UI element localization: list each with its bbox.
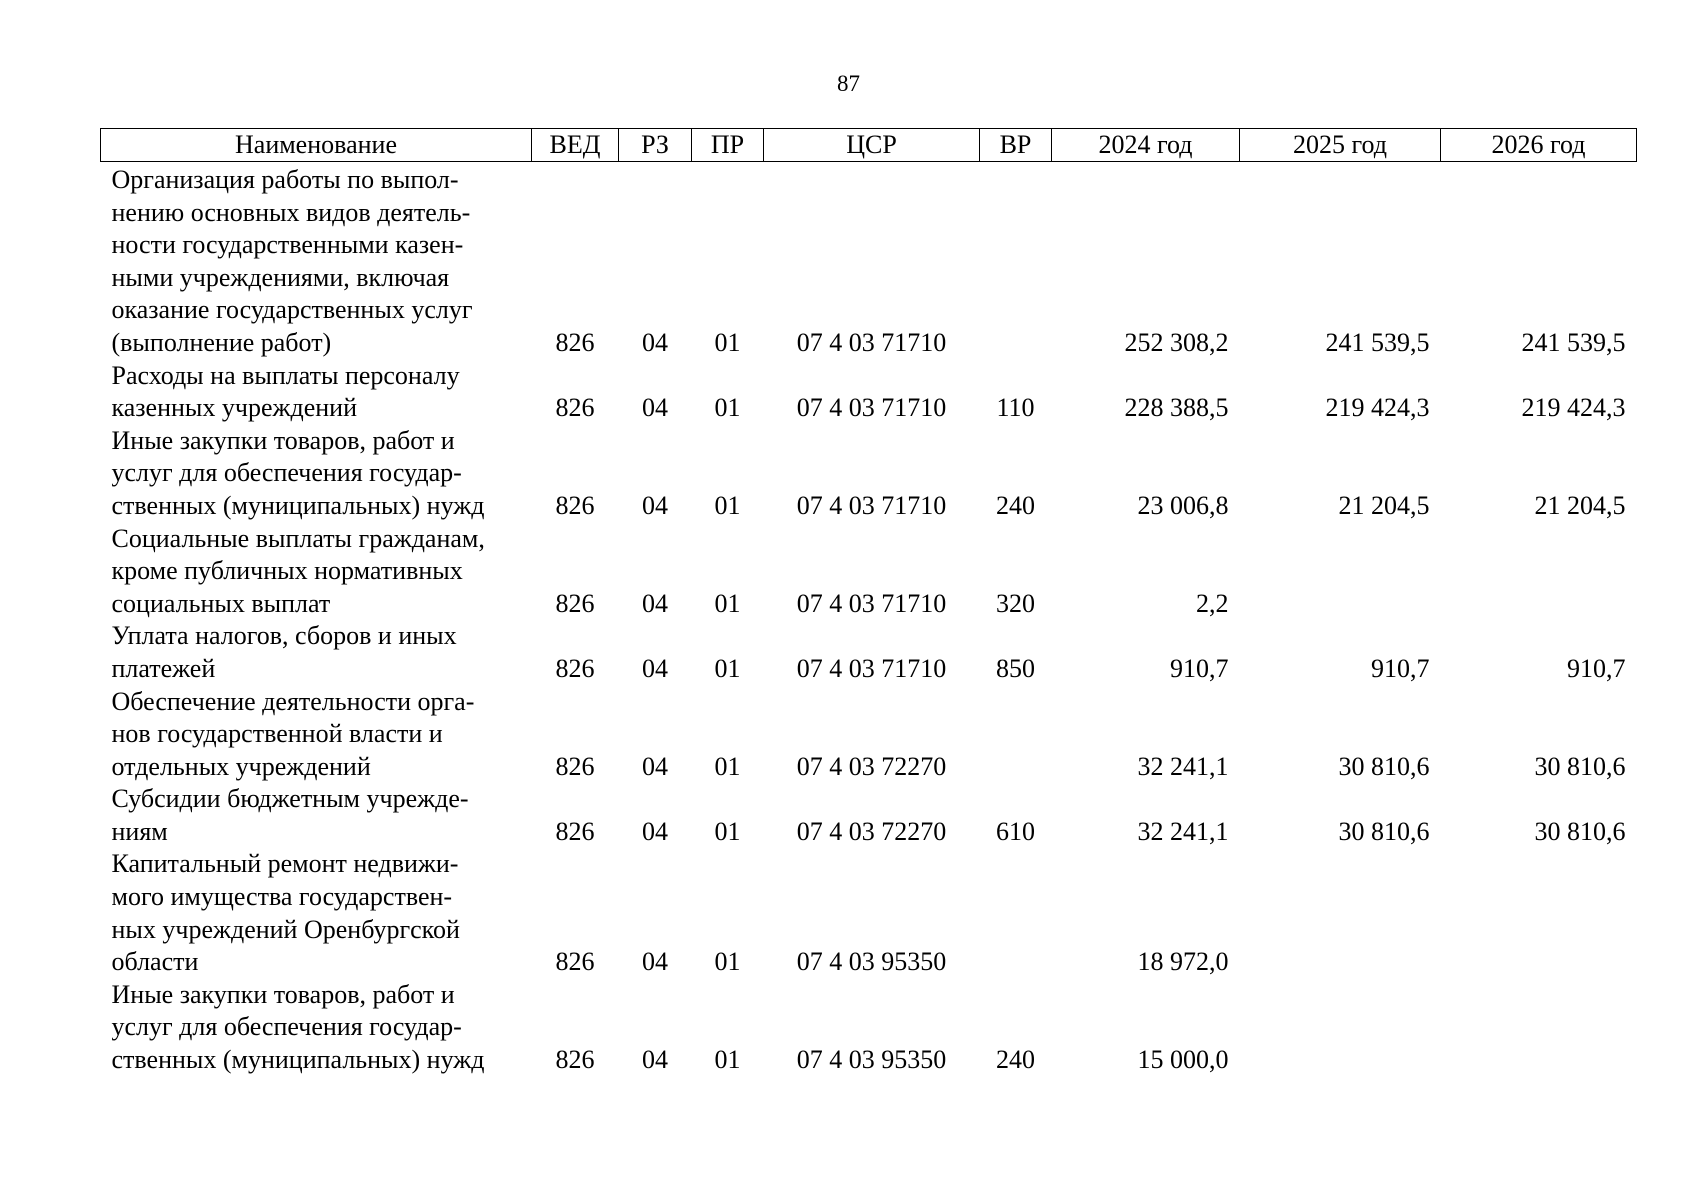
cell-ved: 826 — [555, 393, 595, 423]
cell-name: Капитальный ремонт недвижи- мого имущества государствен- ных учреждений Оренбургской области — [111, 849, 460, 977]
cell-pr: 01 — [714, 653, 741, 683]
cell-2025: 30 810,6 — [1338, 816, 1430, 846]
cell-2024: 18 972,0 — [1137, 947, 1229, 977]
cell-name: Расходы на выплаты персоналу казенных учреждений — [111, 360, 460, 423]
cell-pr: 01 — [714, 751, 741, 781]
header-2026: 2026 год — [1441, 129, 1637, 162]
table-header-row — [101, 129, 1637, 162]
cell-2026: 910,7 — [1567, 653, 1626, 683]
cell-ved: 826 — [555, 588, 595, 618]
cell-2025 — [1240, 979, 1441, 1077]
table-row — [101, 523, 1637, 621]
cell-ved: 826 — [555, 751, 595, 781]
cell-vr: 850 — [996, 653, 1035, 683]
cell-ved: 826 — [555, 327, 595, 357]
header-csr: ЦСР — [764, 129, 980, 162]
cell-2025: 21 204,5 — [1338, 490, 1430, 520]
cell-csr: 07 4 03 71710 — [796, 490, 947, 520]
header-2024: 2024 год — [1052, 129, 1240, 162]
cell-csr: 07 4 03 95350 — [796, 1045, 947, 1075]
cell-ved: 826 — [555, 816, 595, 846]
cell-ved: 826 — [555, 1045, 595, 1075]
cell-pr: 01 — [714, 327, 741, 357]
cell-name: Иные закупки товаров, работ и услуг для обеспечения государ- ственных (муниципальных) нужд — [111, 425, 485, 520]
header-name: Наименование — [101, 129, 532, 162]
cell-2024: 32 241,1 — [1137, 751, 1229, 781]
table-row — [101, 620, 1637, 685]
cell-vr: 610 — [996, 816, 1035, 846]
cell-pr: 01 — [714, 816, 741, 846]
cell-pr: 01 — [714, 393, 741, 423]
cell-2025: 241 539,5 — [1325, 327, 1430, 357]
cell-2026: 219 424,3 — [1521, 393, 1626, 423]
cell-rz: 04 — [642, 1045, 668, 1075]
cell-rz: 04 — [642, 393, 668, 423]
cell-2024: 228 388,5 — [1124, 393, 1229, 423]
cell-name: Социальные выплаты гражданам, кроме публичных нормативных социальных выплат — [111, 523, 485, 618]
cell-2025: 219 424,3 — [1325, 393, 1430, 423]
cell-2025 — [1240, 523, 1441, 621]
cell-ved: 826 — [555, 490, 595, 520]
cell-pr: 01 — [714, 1045, 741, 1075]
cell-rz: 04 — [642, 653, 668, 683]
cell-pr: 01 — [714, 947, 741, 977]
header-pr: ПР — [692, 129, 764, 162]
table-row — [101, 848, 1637, 978]
table-row — [101, 783, 1637, 848]
cell-name: Уплата налогов, сборов и иных платежей — [111, 621, 457, 683]
cell-2026: 30 810,6 — [1534, 751, 1626, 781]
cell-rz: 04 — [642, 947, 668, 977]
cell-pr: 01 — [714, 490, 741, 520]
cell-csr: 07 4 03 95350 — [796, 947, 947, 977]
cell-2024: 910,7 — [1170, 653, 1229, 683]
cell-vr — [980, 162, 1052, 360]
table-row — [101, 162, 1637, 360]
cell-csr: 07 4 03 71710 — [796, 588, 947, 618]
cell-2026: 241 539,5 — [1521, 327, 1626, 357]
cell-2026 — [1441, 523, 1637, 621]
table-row — [101, 686, 1637, 784]
cell-csr: 07 4 03 71710 — [796, 393, 947, 423]
cell-csr: 07 4 03 72270 — [796, 816, 947, 846]
cell-rz: 04 — [642, 816, 668, 846]
cell-2024: 23 006,8 — [1137, 490, 1229, 520]
cell-name: Иные закупки товаров, работ и услуг для обеспечения государ- ственных (муниципальных) нужд — [111, 979, 485, 1075]
cell-vr: 240 — [996, 1045, 1035, 1075]
cell-rz: 04 — [642, 588, 668, 618]
cell-rz: 04 — [642, 490, 668, 520]
cell-csr: 07 4 03 71710 — [796, 327, 947, 357]
table-row — [101, 425, 1637, 523]
cell-2024: 2,2 — [1196, 588, 1229, 618]
cell-ved: 826 — [555, 653, 595, 683]
cell-vr: 240 — [996, 490, 1035, 520]
cell-2026 — [1441, 979, 1637, 1077]
cell-name: Обеспечение деятельности орга- нов государственной власти и отдельных учреждений — [111, 686, 475, 781]
header-ved: ВЕД — [532, 129, 619, 162]
cell-2026: 21 204,5 — [1534, 490, 1626, 520]
cell-csr: 07 4 03 71710 — [796, 653, 947, 683]
table-row — [101, 979, 1637, 1077]
cell-vr — [980, 848, 1052, 978]
cell-vr — [980, 686, 1052, 784]
header-rz: РЗ — [619, 129, 692, 162]
cell-2026: 30 810,6 — [1534, 816, 1626, 846]
cell-vr: 110 — [996, 393, 1035, 423]
cell-csr: 07 4 03 72270 — [796, 751, 947, 781]
cell-name: Субсидии бюджетным учрежде- ниям — [111, 784, 469, 846]
cell-rz: 04 — [642, 751, 668, 781]
cell-vr: 320 — [996, 588, 1035, 618]
cell-2025: 30 810,6 — [1338, 751, 1430, 781]
cell-rz: 04 — [642, 327, 668, 357]
cell-name: Организация работы по выпол- нению основных видов деятель- ности государственными казен- ными учреждениями, включая оказание государственных услуг (выполнение работ) — [111, 165, 473, 357]
page-number: 87 — [837, 71, 860, 96]
cell-2024: 15 000,0 — [1137, 1045, 1229, 1075]
cell-ved: 826 — [555, 947, 595, 977]
cell-2025: 910,7 — [1371, 653, 1430, 683]
header-vr: ВР — [980, 129, 1052, 162]
cell-2025 — [1240, 848, 1441, 978]
cell-pr: 01 — [714, 588, 741, 618]
budget-table — [100, 128, 1637, 1077]
header-2025: 2025 год — [1240, 129, 1441, 162]
cell-2024: 252 308,2 — [1124, 327, 1229, 357]
table-row — [101, 360, 1637, 425]
cell-2024: 32 241,1 — [1137, 816, 1229, 846]
cell-2026 — [1441, 848, 1637, 978]
